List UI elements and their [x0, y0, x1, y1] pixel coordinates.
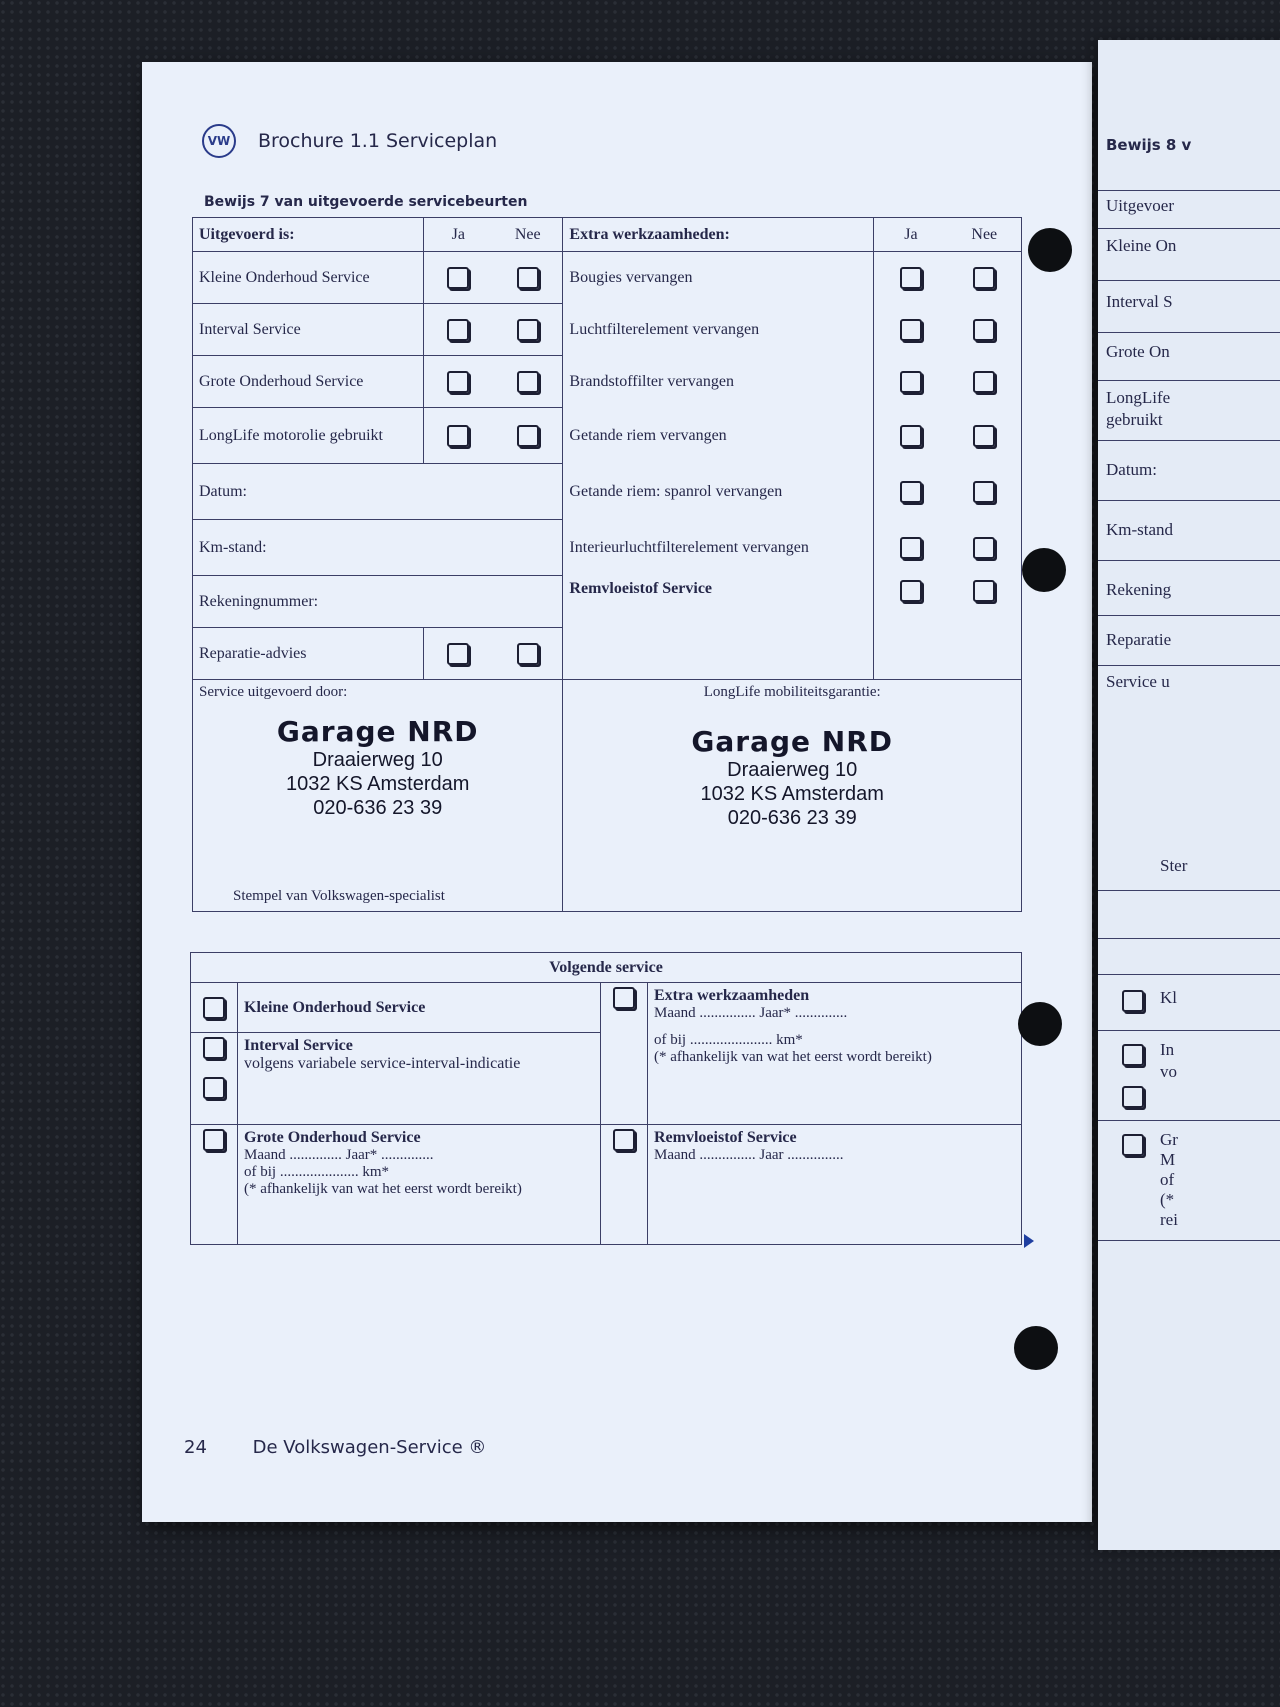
checkbox-interval-ja[interactable] [447, 319, 469, 341]
row-grote-label: Grote Onderhoud Service [193, 356, 424, 408]
garage-name: Garage NRD [691, 725, 894, 758]
next-page [1098, 40, 1280, 1550]
rekening-field[interactable]: Rekeningnummer: [193, 576, 563, 628]
next-page-bottom-label: rei [1160, 1210, 1178, 1229]
next-extra-km[interactable]: of bij ...................... km* [654, 1032, 803, 1048]
extra-row-3: Getande riem vervangen [563, 408, 874, 464]
checkbox-extra-0-nee[interactable] [973, 267, 995, 289]
next-interval-sub: volgens variabele service-interval-indicatie [244, 1055, 521, 1072]
extra-row-0: Bougies vervangen [563, 252, 874, 304]
next-grote-km[interactable]: of bij ..................... km* [244, 1164, 389, 1180]
next-service-title: Volgende service [191, 953, 1022, 983]
next-page-checkbox[interactable] [1122, 1134, 1144, 1156]
next-grote-label: Grote Onderhoud Service [244, 1129, 421, 1146]
performed-label: Uitgevoerd is: [193, 218, 424, 252]
next-page-bottom-label: (* [1160, 1190, 1175, 1209]
next-page-label: Kleine On [1106, 236, 1177, 255]
garage-phone: 020-636 23 39 [727, 807, 857, 829]
extra-row-1: Luchtfilterelement vervangen [563, 304, 874, 356]
reparatie-label: Reparatie-advies [193, 628, 424, 680]
checkbox-reparatie-nee[interactable] [517, 643, 539, 665]
checkbox-next-interval-indicator[interactable] [203, 1077, 225, 1099]
next-rem-label: Remvloeistof Service [654, 1129, 797, 1146]
checkbox-extra-6-nee[interactable] [973, 580, 995, 602]
checkbox-interval-nee[interactable] [517, 319, 539, 341]
next-page-checkbox[interactable] [1122, 1044, 1144, 1066]
checkbox-next-interval[interactable] [203, 1037, 225, 1059]
checkbox-extra-1-ja[interactable] [900, 319, 922, 341]
next-page-label: Km-stand [1106, 520, 1174, 539]
checkbox-longlife-nee[interactable] [517, 425, 539, 447]
extra-row-6: Remvloeistof Service [563, 576, 874, 680]
next-page-label: Datum: [1106, 460, 1157, 479]
extra-row-5: Interieurluchtfilterelement vervangen [563, 520, 874, 576]
checkbox-grote-ja[interactable] [447, 371, 469, 393]
next-page-label: Reparatie [1106, 630, 1172, 649]
service-record-table [192, 217, 1022, 912]
garage-street: Draaierweg 10 [727, 759, 858, 781]
checkbox-next-extra[interactable] [613, 987, 635, 1009]
checkbox-longlife-ja[interactable] [447, 425, 469, 447]
binder-hole-icon [1022, 548, 1066, 592]
garage-name: Garage NRD [276, 715, 479, 748]
next-page-label: Grote On [1106, 342, 1170, 361]
row-interval-label: Interval Service [193, 304, 424, 356]
kmstand-field[interactable]: Km-stand: [193, 520, 563, 576]
next-page-label: LongLife [1106, 388, 1171, 407]
extra-row-4: Getande riem: spanrol vervangen [563, 464, 874, 520]
ja-header: Ja [423, 218, 493, 252]
checkbox-next-kleine[interactable] [203, 997, 225, 1019]
next-page-arrow-icon [1024, 1234, 1034, 1248]
checkbox-extra-4-nee[interactable] [973, 481, 995, 503]
next-page-label: Rekening [1106, 580, 1172, 599]
brochure-page [142, 62, 1092, 1522]
next-page-checkbox[interactable] [1122, 1086, 1144, 1108]
next-extra-maand[interactable]: Maand ............... Jaar* .............. [654, 1005, 848, 1021]
next-page-label: Ster [1160, 856, 1188, 875]
next-rem-maand[interactable]: Maand ............... Jaar ............... [654, 1147, 844, 1163]
checkbox-extra-5-nee[interactable] [973, 537, 995, 559]
stamp-caption: Stempel van Volkswagen-specialist [233, 888, 445, 904]
next-extra-label: Extra werkzaamheden [654, 987, 810, 1004]
next-page-bottom-label: vo [1160, 1062, 1177, 1081]
checkbox-extra-2-ja[interactable] [900, 371, 922, 393]
garage-stamp-right [569, 725, 1015, 830]
longlife-label: LongLife mobiliteitsgarantie: [703, 684, 881, 700]
page-footer [184, 1437, 486, 1458]
vw-logo: VW [202, 124, 236, 158]
garage-city: 1032 KS Amsterdam [700, 783, 884, 805]
checkbox-extra-3-ja[interactable] [900, 425, 922, 447]
next-page-bottom-label: of [1160, 1170, 1175, 1189]
page-header [202, 124, 497, 158]
checkbox-extra-0-ja[interactable] [900, 267, 922, 289]
checkbox-extra-4-ja[interactable] [900, 481, 922, 503]
row-longlife-label: LongLife motorolie gebruikt [193, 408, 424, 464]
service-by-cell [193, 680, 563, 912]
next-kleine-label: Kleine Onderhoud Service [238, 983, 601, 1033]
extra-row-2: Brandstoffilter vervangen [563, 356, 874, 408]
checkbox-extra-2-nee[interactable] [973, 371, 995, 393]
next-page-title: Bewijs 8 v [1106, 136, 1192, 154]
next-grote-cell [238, 1125, 601, 1245]
next-interval-label: Interval Service [244, 1037, 353, 1054]
footer-text: De Volkswagen-Service ® [252, 1437, 487, 1458]
binder-hole-icon [1018, 1002, 1062, 1046]
next-page-label: Service u [1106, 672, 1170, 691]
next-grote-maand[interactable]: Maand .............. Jaar* .............. [244, 1147, 434, 1163]
checkbox-next-grote[interactable] [203, 1129, 225, 1151]
next-interval-cell [238, 1033, 601, 1125]
extra-work-label: Extra werkzaamheden: [563, 218, 874, 252]
checkbox-kleine-nee[interactable] [517, 267, 539, 289]
checkbox-grote-nee[interactable] [517, 371, 539, 393]
checkbox-reparatie-ja[interactable] [447, 643, 469, 665]
checkbox-extra-6-ja[interactable] [900, 580, 922, 602]
ja-header-extra: Ja [874, 218, 948, 252]
page-subtitle: Bewijs 7 van uitgevoerde servicebeurten [204, 194, 528, 210]
next-grote-note: (* afhankelijk van wat het eerst wordt bereikt) [244, 1181, 522, 1197]
garage-phone: 020-636 23 39 [313, 797, 443, 819]
service-by-label: Service uitgevoerd door: [199, 684, 348, 700]
next-page-bottom-label: Kl [1160, 988, 1177, 1007]
next-page-bottom-label: In [1160, 1040, 1175, 1059]
longlife-cell [563, 680, 1022, 912]
datum-field[interactable]: Datum: [193, 464, 563, 520]
page-title: Brochure 1.1 Serviceplan [258, 130, 498, 152]
next-rem-cell [648, 1125, 1022, 1245]
binder-hole-icon [1028, 228, 1072, 272]
next-page-label: gebruikt [1106, 410, 1163, 429]
garage-city: 1032 KS Amsterdam [285, 773, 470, 795]
garage-stamp-left [199, 715, 556, 820]
checkbox-extra-3-nee[interactable] [973, 425, 995, 447]
garage-street: Draaierweg 10 [312, 749, 443, 771]
next-page-bottom-label: M [1160, 1150, 1176, 1169]
nee-header: Nee [493, 218, 563, 252]
next-page-bottom-label: Gr [1160, 1130, 1178, 1149]
next-page-checkbox[interactable] [1122, 990, 1144, 1012]
page-number: 24 [184, 1437, 207, 1458]
checkbox-extra-5-ja[interactable] [900, 537, 922, 559]
next-service-table [190, 952, 1022, 1245]
next-page-label: Uitgevoer [1106, 196, 1174, 215]
binder-hole-icon [1014, 1326, 1058, 1370]
next-extra-cell [648, 983, 1022, 1125]
checkbox-kleine-ja[interactable] [447, 267, 469, 289]
next-extra-note: (* afhankelijk van wat het eerst wordt bereikt) [654, 1049, 932, 1065]
checkbox-next-rem[interactable] [613, 1129, 635, 1151]
checkbox-extra-1-nee[interactable] [973, 319, 995, 341]
nee-header-extra: Nee [948, 218, 1022, 252]
next-page-label: Interval S [1106, 292, 1173, 311]
row-kleine-label: Kleine Onderhoud Service [193, 252, 424, 304]
